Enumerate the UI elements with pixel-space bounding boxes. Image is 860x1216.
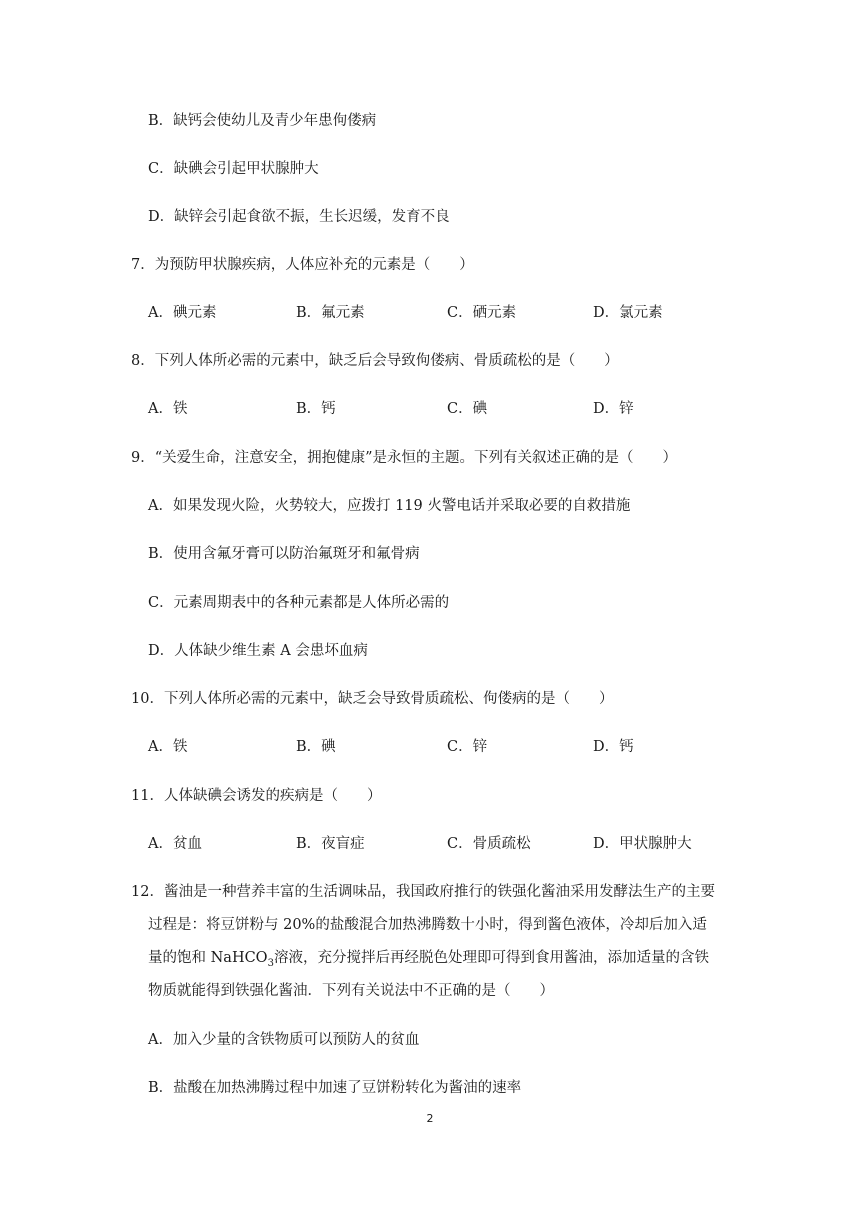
q10-option-d: D．钙 — [593, 739, 634, 755]
q12-subscript: 3 — [267, 957, 274, 969]
q7-option-a: A．碘元素 — [148, 305, 217, 321]
q8-option-a: A．铁 — [148, 401, 188, 417]
q6-option-d: D．缺锌会引起食欲不振，生长迟缓，发育不良 — [148, 209, 450, 225]
q10-option-a: A．铁 — [148, 739, 188, 755]
q8-option-c: C．碘 — [447, 401, 488, 417]
q12-text-post: 溶液，充分搅拌后再经脱色处理即可得到食用酱油，添加适量的含铁 — [273, 950, 709, 966]
q11-option-b: B．夜盲症 — [296, 836, 365, 852]
q6-option-c: C．缺碘会引起甲状腺肿大 — [148, 161, 319, 177]
q12-stem-line-1: 12．酱油是一种营养丰富的生活调味品，我国政府推行的铁强化酱油采用发酵法生产的主要 — [131, 884, 715, 900]
q10-option-c: C．锌 — [447, 739, 488, 755]
q12-stem-line-4: 物质就能得到铁强化酱油．下列有关说法中不正确的是（ ） — [148, 983, 554, 999]
q6-option-b: B．缺钙会使幼儿及青少年患佝偻病 — [148, 113, 377, 129]
q8-option-d: D．锌 — [593, 401, 634, 417]
q10-stem: 10．下列人体所必需的元素中，缺乏会导致骨质疏松、佝偻病的是（ ） — [131, 691, 614, 707]
q12-stem-line-2: 过程是：将豆饼粉与 20%的盐酸混合加热沸腾数十小时，得到酱色液体，冷却后加入适 — [148, 917, 707, 933]
q7-option-c: C．硒元素 — [447, 305, 517, 321]
q12-stem-line-3 — [148, 948, 709, 974]
q10-option-b: B．碘 — [296, 739, 336, 755]
q9-option-d: D．人体缺少维生素 A 会患坏血病 — [148, 643, 368, 659]
q9-option-a: A．如果发现火险，火势较大，应拨打 119 火警电话并采取必要的自救措施 — [148, 498, 631, 514]
q9-option-b: B．使用含氟牙膏可以防治氟斑牙和氟骨病 — [148, 546, 420, 562]
q7-option-b: B．氟元素 — [296, 305, 365, 321]
q12-text-pre: 量的饱和 NaHCO — [148, 950, 268, 966]
q8-stem: 8．下列人体所必需的元素中，缺乏后会导致佝偻病、骨质疏松的是（ ） — [131, 353, 619, 369]
q12-option-a: A．加入少量的含铁物质可以预防人的贫血 — [148, 1032, 420, 1048]
q12-option-b: B．盐酸在加热沸腾过程中加速了豆饼粉转化为酱油的速率 — [148, 1080, 522, 1096]
q11-option-c: C．骨质疏松 — [447, 836, 531, 852]
q8-option-b: B．钙 — [296, 401, 336, 417]
q11-option-a: A．贫血 — [148, 836, 202, 852]
q7-option-d: D．氯元素 — [593, 305, 663, 321]
q7-stem: 7．为预防甲状腺疾病，人体应补充的元素是（ ） — [131, 257, 474, 273]
page-number: 2 — [426, 1112, 434, 1125]
q9-stem: 9．“关爱生命，注意安全，拥抱健康”是永恒的主题。下列有关叙述正确的是（ ） — [131, 450, 678, 466]
q11-stem: 11．人体缺碘会诱发的疾病是（ ） — [131, 788, 382, 804]
q9-option-c: C．元素周期表中的各种元素都是人体所必需的 — [148, 595, 450, 611]
q11-option-d: D．甲状腺肿大 — [593, 836, 692, 852]
